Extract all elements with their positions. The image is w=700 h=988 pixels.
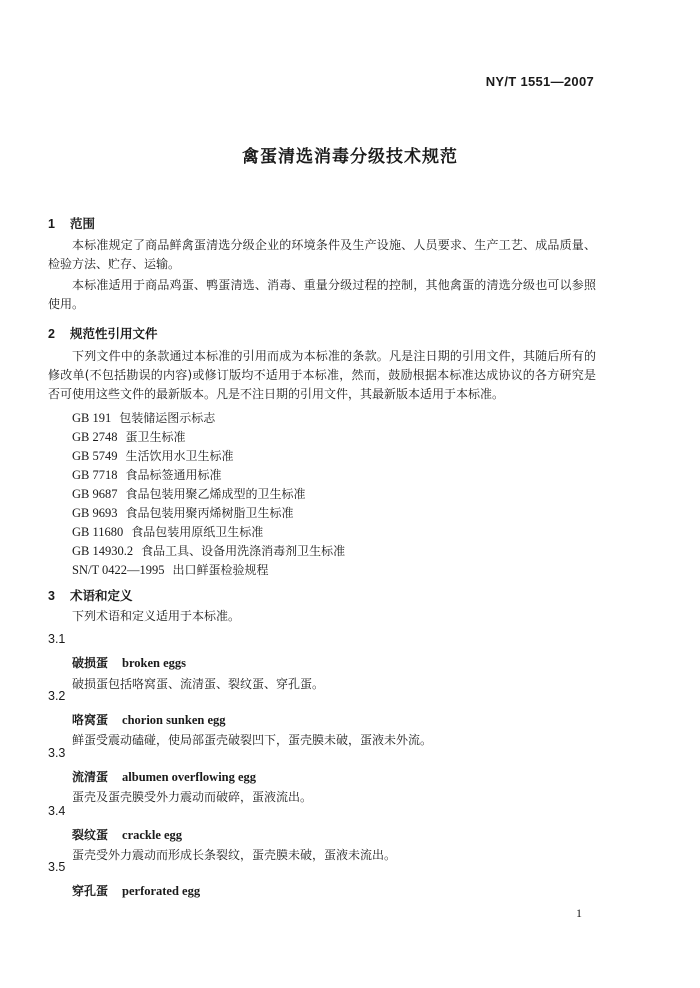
section-1-paragraph-2: 本标准适用于商品鸡蛋、鸭蛋清选、消毒、重量分级过程的控制，其他禽蛋的清选分级也可以参照使用。 — [48, 278, 596, 311]
reference-code: GB 2748 — [72, 430, 118, 444]
term-number: 3.3 — [48, 746, 66, 760]
reference-code: GB 9693 — [72, 506, 118, 520]
reference-code: GB 7718 — [72, 468, 118, 482]
term-en: albumen overflowing egg — [122, 770, 257, 784]
reference-item — [72, 428, 186, 445]
reference-code: GB 14930.2 — [72, 544, 134, 558]
section-title: 术语和定义 — [70, 588, 133, 603]
section-1-paragraph-1: 本标准规定了商品鲜禽蛋清选分级企业的环境条件及生产设施、人员要求、生产工艺、成品质量、检验方法、贮存、运输。 — [48, 238, 596, 271]
term-heading — [72, 711, 226, 728]
term-zh: 流清蛋 — [72, 770, 109, 784]
term-en: crackle egg — [122, 828, 183, 842]
section-number: 3 — [48, 589, 55, 603]
reference-item — [72, 523, 263, 540]
term-heading — [72, 768, 256, 785]
reference-code: GB 11680 — [72, 525, 124, 539]
reference-title: 食品标签通用标准 — [125, 468, 222, 482]
term-en: chorion sunken egg — [122, 713, 226, 727]
reference-title: 出口鲜蛋检验规程 — [172, 563, 269, 577]
reference-item — [72, 466, 222, 483]
section-1-heading — [48, 214, 95, 232]
term-heading — [72, 826, 182, 843]
term-heading — [72, 654, 186, 671]
reference-item — [72, 561, 269, 578]
reference-title: 食品包装用聚丙烯树脂卫生标准 — [125, 506, 294, 520]
reference-item — [72, 485, 306, 502]
reference-code: GB 191 — [72, 411, 112, 425]
reference-title: 生活饮用水卫生标准 — [125, 449, 234, 463]
term-definition: 破损蛋包括咯窝蛋、流清蛋、裂纹蛋、穿孔蛋。 — [72, 677, 325, 691]
term-zh: 穿孔蛋 — [72, 884, 109, 898]
standard-code: NY/T 1551—2007 — [485, 74, 594, 89]
term-zh: 破损蛋 — [72, 656, 109, 670]
term-number: 3.4 — [48, 804, 66, 818]
section-2-intro: 下列文件中的条款通过本标准的引用而成为本标准的条款。凡是注日期的引用文件，其随后所有的修改单(不包括勘误的内容)或修订版均不适用于本标准，然而，鼓励根据本标准达成协议的各方研究是否可使用这些文件的最新版本。凡是不注日期的引用文件，其最新版本适用于本标准。 — [48, 349, 596, 401]
section-title: 范围 — [70, 216, 96, 231]
reference-code: GB 9687 — [72, 487, 118, 501]
section-3-heading — [48, 586, 133, 604]
term-definition: 鲜蛋受震动磕碰，使局部蛋壳破裂凹下，蛋壳膜未破，蛋液未外流。 — [72, 733, 433, 747]
reference-item — [72, 542, 345, 559]
term-zh: 裂纹蛋 — [72, 828, 109, 842]
page-number: 1 — [576, 906, 582, 920]
reference-title: 食品包装用聚乙烯成型的卫生标准 — [125, 487, 306, 501]
section-title: 规范性引用文件 — [70, 326, 158, 341]
term-heading — [72, 882, 200, 899]
section-2-heading — [48, 324, 158, 342]
reference-title: 食品包装用原纸卫生标准 — [131, 525, 264, 539]
reference-title: 蛋卫生标准 — [125, 430, 186, 444]
term-zh: 咯窝蛋 — [72, 713, 109, 727]
reference-code: GB 5749 — [72, 449, 118, 463]
term-number: 3.1 — [48, 632, 66, 646]
term-en: broken eggs — [122, 656, 187, 670]
reference-item — [72, 504, 294, 521]
term-definition: 蛋壳及蛋壳膜受外力震动而破碎，蛋液流出。 — [72, 790, 313, 804]
reference-item — [72, 409, 215, 426]
reference-title: 包装储运图示标志 — [119, 411, 216, 425]
term-en: perforated egg — [122, 884, 201, 898]
reference-title: 食品工具、设备用洗涤消毒剂卫生标准 — [141, 544, 346, 558]
section-number: 1 — [48, 217, 55, 231]
term-number: 3.5 — [48, 860, 66, 874]
reference-code: SN/T 0422—1995 — [72, 563, 165, 577]
reference-item — [72, 447, 234, 464]
term-definition: 蛋壳受外力震动而形成长条裂纹，蛋壳膜未破，蛋液未流出。 — [72, 848, 397, 862]
section-3-intro: 下列术语和定义适用于本标准。 — [72, 609, 241, 623]
document-title: 禽蛋清选消毒分级技术规范 — [242, 147, 458, 167]
term-number: 3.2 — [48, 689, 66, 703]
section-number: 2 — [48, 327, 55, 341]
